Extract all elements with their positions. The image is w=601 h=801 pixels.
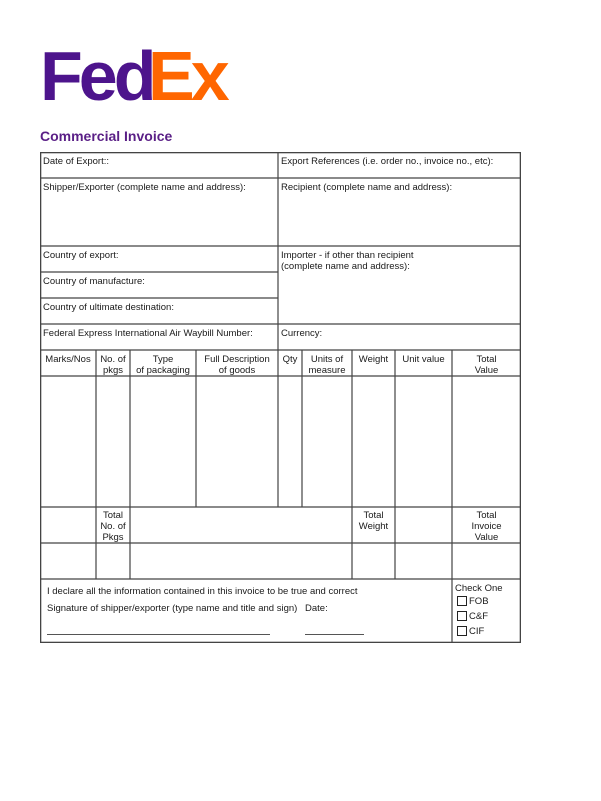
date-label: Date: bbox=[305, 603, 328, 614]
importer-label-line1: Importer - if other than recipient bbox=[281, 250, 414, 261]
date-of-export-label: Date of Export:: bbox=[43, 156, 110, 167]
form-grid bbox=[40, 152, 521, 643]
cif-label: CIF bbox=[469, 626, 485, 637]
col-header-weight: Weight bbox=[358, 354, 389, 365]
country-export-label: Country of export: bbox=[43, 250, 119, 261]
cf-label: C&F bbox=[469, 611, 488, 622]
total-pkgs-label: Total No. of Pkgs bbox=[100, 510, 126, 543]
total-weight-label: Total Weight bbox=[358, 510, 389, 532]
currency-label: Currency: bbox=[281, 328, 323, 339]
page-title: Commercial Invoice bbox=[40, 128, 173, 144]
fob-checkbox[interactable] bbox=[457, 596, 467, 606]
export-references-label: Export References (i.e. order no., invoice no., etc): bbox=[281, 156, 494, 167]
waybill-label: Federal Express International Air Waybill Number: bbox=[43, 328, 253, 339]
logo-ex: Ex bbox=[148, 38, 226, 108]
shipper-label: Shipper/Exporter (complete name and address): bbox=[43, 182, 246, 193]
cif-checkbox[interactable] bbox=[457, 626, 467, 636]
country-destination-label: Country of ultimate destination: bbox=[43, 302, 174, 313]
fedex-logo bbox=[40, 38, 240, 108]
col-header-pkgs: No. of pkgs bbox=[100, 354, 126, 376]
col-header-description: Full Description of goods bbox=[204, 354, 270, 376]
declaration-statement: I declare all the information contained in this invoice to be true and correct bbox=[47, 586, 358, 597]
col-header-marks: Marks/Nos bbox=[45, 354, 91, 365]
check-one-label: Check One bbox=[455, 583, 503, 594]
total-invoice-value-label: Total Invoice Value bbox=[471, 510, 502, 543]
cf-checkbox[interactable] bbox=[457, 611, 467, 621]
col-header-units: Units of measure bbox=[308, 354, 346, 376]
logo-fed: Fed bbox=[40, 38, 153, 108]
col-header-unit-value: Unit value bbox=[402, 354, 445, 365]
recipient-label: Recipient (complete name and address): bbox=[281, 182, 453, 193]
fob-label: FOB bbox=[469, 596, 489, 607]
signature-label: Signature of shipper/exporter (type name and title and sign) bbox=[47, 603, 298, 614]
col-header-qty: Qty bbox=[282, 354, 298, 365]
importer-label-line2: (complete name and address): bbox=[281, 261, 410, 272]
signature-line[interactable] bbox=[47, 634, 270, 635]
invoice-form bbox=[40, 152, 521, 643]
date-line[interactable] bbox=[305, 634, 364, 635]
col-header-total-value: Total Value bbox=[474, 354, 499, 376]
country-manufacture-label: Country of manufacture: bbox=[43, 276, 145, 287]
col-header-packaging: Type of packaging bbox=[136, 354, 190, 376]
